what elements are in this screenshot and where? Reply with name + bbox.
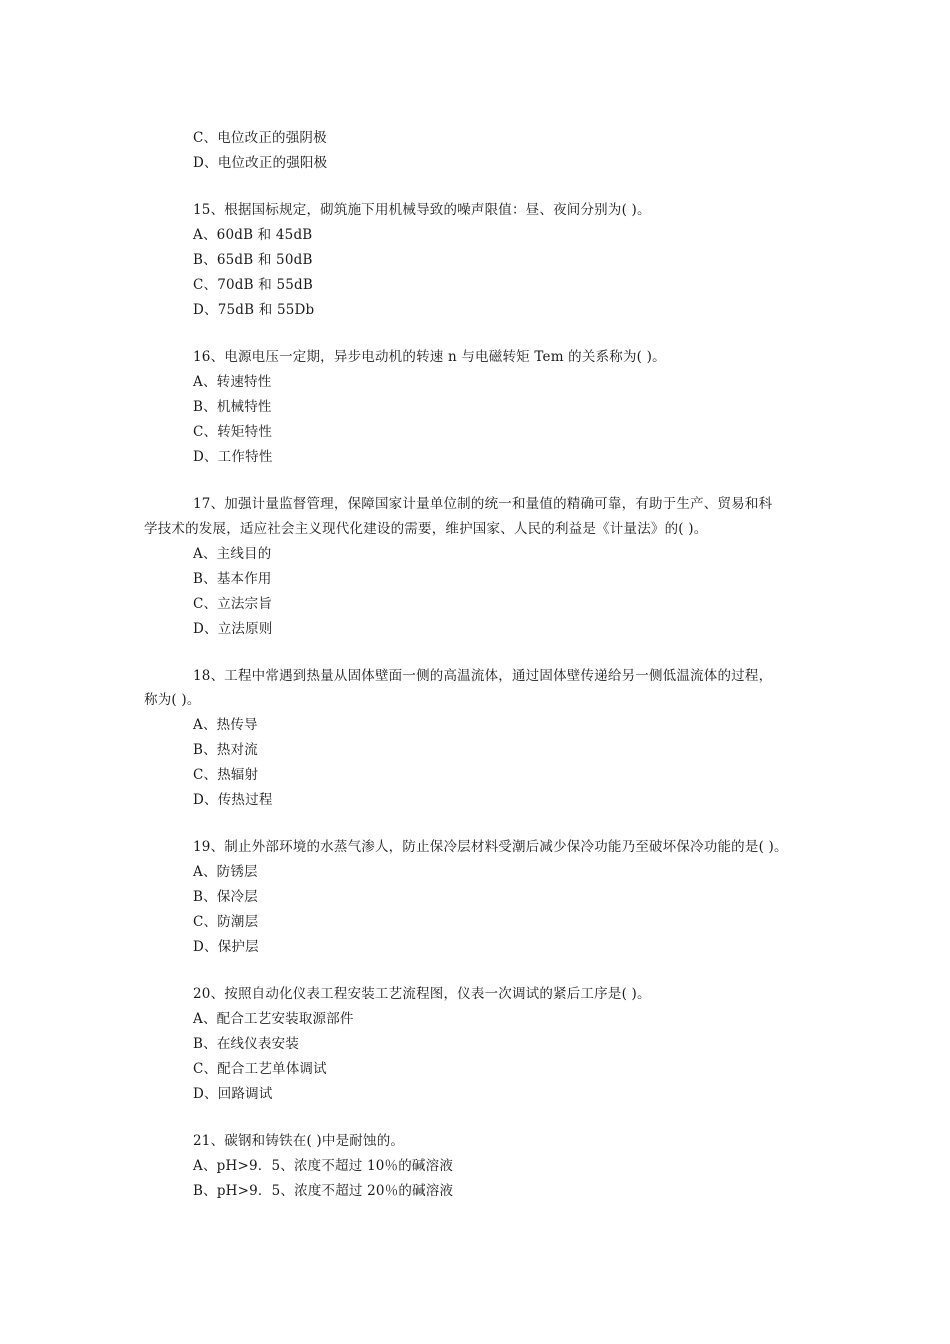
option-line: D、回路调试 xyxy=(193,1086,273,1102)
option-line: C、立法宗旨 xyxy=(193,596,273,612)
question-text: 16、电源电压一定期，异步电动机的转速 n 与电磁转矩 Tem 的关系称为( )。 xyxy=(193,349,666,365)
option-line: C、热辐射 xyxy=(193,767,259,783)
option-line: C、配合工艺单体调试 xyxy=(193,1061,327,1077)
option-line: B、pH>9．5、浓度不超过 20％的碱溶液 xyxy=(193,1183,454,1199)
option-line: D、工作特性 xyxy=(193,449,273,465)
question-text-continuation: 称为( )。 xyxy=(144,692,201,708)
option-line: A、60dB 和 45dB xyxy=(193,227,313,243)
option-line: A、防锈层 xyxy=(193,864,258,880)
option-line: B、基本作用 xyxy=(193,571,272,587)
option-line: C、70dB 和 55dB xyxy=(193,277,313,293)
question-text: 21、碳钢和铸铁在( )中是耐蚀的。 xyxy=(193,1133,405,1149)
option-line: C、防潮层 xyxy=(193,914,259,930)
option-line: A、热传导 xyxy=(193,717,258,733)
question-text: 20、按照自动化仪表工程安装工艺流程图，仪表一次调试的紧后工序是( )。 xyxy=(193,986,651,1002)
question-text: 17、加强计量监督管理，保障国家计量单位制的统一和量值的精确可靠，有助于生产、贸易和科 xyxy=(193,496,773,512)
question-text: 15、根据国标规定，砌筑施下用机械导致的噪声限值：昼、夜间分别为( )。 xyxy=(193,202,651,218)
option-line: D、立法原则 xyxy=(193,621,273,637)
option-line: B、在线仪表安装 xyxy=(193,1036,300,1052)
option-line: A、主线目的 xyxy=(193,546,272,562)
option-line: C、转矩特性 xyxy=(193,424,273,440)
option-line: B、65dB 和 50dB xyxy=(193,252,313,268)
option-line: D、75dB 和 55Db xyxy=(193,302,315,318)
question-text: 18、工程中常遇到热量从固体壁面一侧的高温流体，通过固体壁传递给另一侧低温流体的过程， xyxy=(193,668,773,684)
question-text-continuation: 学技术的发展，适应社会主义现代化建设的需要，维护国家、人民的利益是《计量法》的( )。 xyxy=(144,521,708,537)
option-line: A、pH>9．5、浓度不超过 10％的碱溶液 xyxy=(193,1158,454,1174)
option-line: D、保护层 xyxy=(193,939,259,955)
option-line: B、保冷层 xyxy=(193,889,258,905)
option-line: C、电位改正的强阴极 xyxy=(193,130,327,146)
option-line: A、配合工艺安装取源部件 xyxy=(193,1011,354,1027)
option-line: B、机械特性 xyxy=(193,399,272,415)
question-text: 19、制止外部环境的水蒸气渗人，防止保冷层材料受潮后减少保冷功能乃至破坏保冷功能的是( )。 xyxy=(193,839,788,855)
option-line: D、传热过程 xyxy=(193,792,273,808)
option-line: A、转速特性 xyxy=(193,374,272,390)
option-line: D、电位改正的强阳极 xyxy=(193,155,328,171)
option-line: B、热对流 xyxy=(193,742,258,758)
